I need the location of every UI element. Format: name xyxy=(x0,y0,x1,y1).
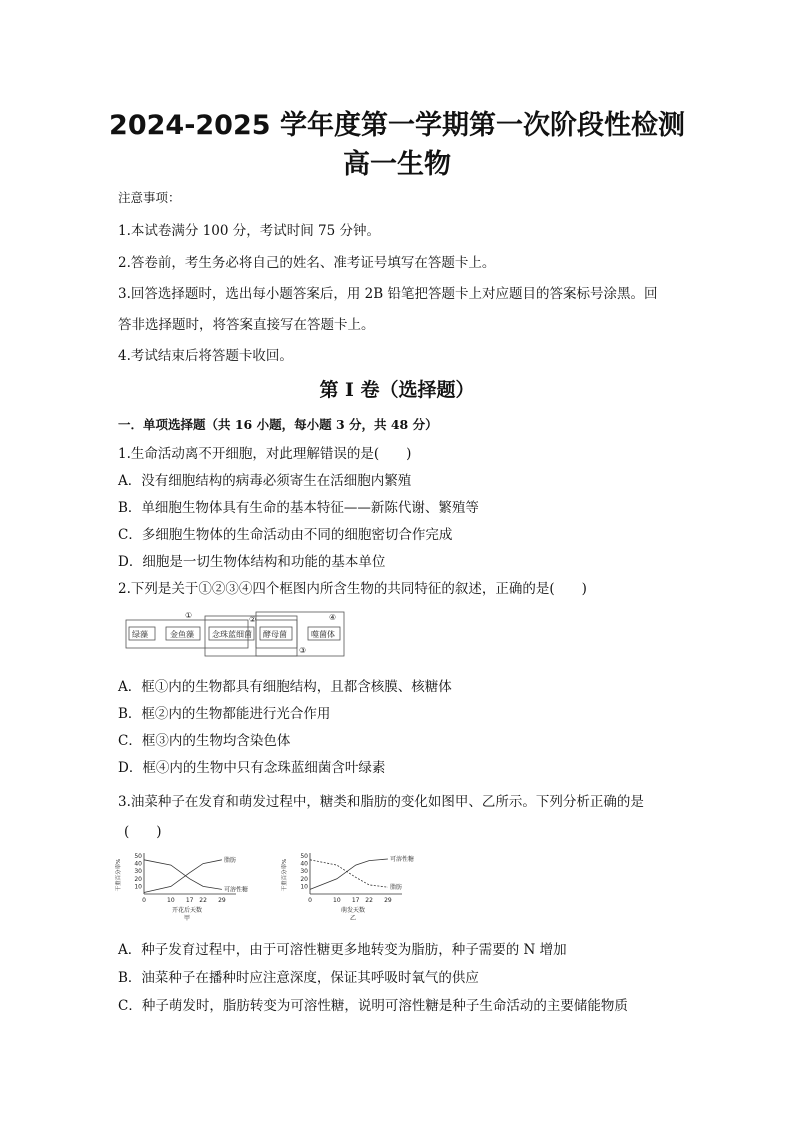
y-tick-label: 10 xyxy=(300,883,308,891)
x-tick-label: 10 xyxy=(333,897,341,904)
question-3-option-b: B．油菜种子在播种时应注意深度，保证其呼吸时氧气的供应 xyxy=(118,970,479,986)
y-tick-label: 50 xyxy=(300,853,308,860)
question-2-option-d: D．框④内的生物中只有念珠蓝细菌含叶绿素 xyxy=(118,760,386,776)
question-3-stem-continued: ( ) xyxy=(124,824,162,840)
notice-item: 3.回答选择题时，选出每小题答案后，用 2B 铅笔把答题卡上对应题目的答案标号涂黑。回 xyxy=(118,286,658,302)
y-tick-label: 40 xyxy=(300,860,308,868)
x-axis-label: 开花后天数 xyxy=(171,907,203,914)
notice-item: 4.考试结束后将答题卡收回。 xyxy=(118,348,293,364)
series-line xyxy=(310,860,388,887)
x-tick-label: 17 xyxy=(351,897,360,904)
y-tick-label: 40 xyxy=(134,860,142,868)
question-2-option-a: A．框①内的生物都具有细胞结构，且都含核膜、核糖体 xyxy=(118,679,452,695)
series-label: 可溶性糖 xyxy=(389,856,414,864)
question-2-option-b: B．框②内的生物都能进行光合作用 xyxy=(118,706,331,722)
x-tick-label: 29 xyxy=(218,897,226,904)
box-label-1: ① xyxy=(185,611,193,620)
series-label: 可溶性糖 xyxy=(223,886,248,894)
question-1-option-d: D．细胞是一切生物体结构和功能的基本单位 xyxy=(118,554,386,570)
part-heading: 一．单项选择题（共 16 小题，每小题 3 分，共 48 分） xyxy=(118,417,438,432)
notice-item: 答非选择题时，将答案直接写在答题卡上。 xyxy=(118,317,375,333)
notice-item: 2.答卷前，考生务必将自己的姓名、准考证号填写在答题卡上。 xyxy=(118,255,496,271)
question-2-option-c: C．框③内的生物均含染色体 xyxy=(118,733,291,749)
x-tick-label: 10 xyxy=(167,897,175,904)
organism-label: 酵母菌 xyxy=(263,630,287,639)
y-axis-label: 干重百分率% xyxy=(282,858,288,892)
y-tick-label: 20 xyxy=(134,875,142,883)
question-2-stem: 2.下列是关于①②③④四个框图内所含生物的共同特征的叙述，正确的是( ) xyxy=(118,581,587,597)
box-label-2: ② xyxy=(249,615,257,624)
x-tick-label: 22 xyxy=(365,897,373,904)
x-tick-label: 17 xyxy=(185,897,194,904)
series-line xyxy=(310,859,388,889)
x-tick-label: 0 xyxy=(308,897,312,904)
exam-title: 2024-2025 学年度第一学期第一次阶段性检测 xyxy=(109,110,685,141)
question-1-stem: 1.生命活动离不开细胞，对此理解错误的是( ) xyxy=(118,446,412,462)
question-1-option-b: B．单细胞生物体具有生命的基本特征——新陈代谢、繁殖等 xyxy=(118,500,479,516)
question-2-box-diagram xyxy=(125,608,350,660)
chart-jia xyxy=(112,850,262,925)
x-tick-label: 29 xyxy=(384,897,392,904)
question-3-option-c: C．种子萌发时，脂肪转变为可溶性糖，说明可溶性糖是种子生命活动的主要储能物质 xyxy=(118,998,628,1014)
question-3-option-a: A．种子发育过程中，由于可溶性糖更多地转变为脂肪，种子需要的 N 增加 xyxy=(118,942,567,958)
question-1-option-c: C．多细胞生物体的生命活动由不同的细胞密切合作完成 xyxy=(118,527,453,543)
question-3-stem: 3.油菜种子在发育和萌发过程中，糖类和脂肪的变化如图甲、乙所示。下列分析正确的是 xyxy=(118,794,644,810)
box-label-4: ④ xyxy=(329,613,337,622)
y-tick-label: 30 xyxy=(134,868,142,876)
x-axis-label: 萌发天数 xyxy=(340,907,366,914)
y-tick-label: 20 xyxy=(300,875,308,883)
y-tick-label: 10 xyxy=(134,883,142,891)
organism-label: 绿藻 xyxy=(132,630,148,639)
box-label-3: ③ xyxy=(299,646,307,655)
series-line xyxy=(144,860,222,890)
y-tick-label: 30 xyxy=(300,868,308,876)
notice-heading: 注意事项： xyxy=(118,190,181,205)
chart-caption: 甲 xyxy=(183,915,191,922)
organism-label: 念珠蓝细菌 xyxy=(212,630,252,639)
organism-label: 金鱼藻 xyxy=(170,630,194,639)
chart-caption: 乙 xyxy=(349,915,357,922)
x-tick-label: 22 xyxy=(199,897,207,904)
notice-item: 1.本试卷满分 100 分，考试时间 75 分钟。 xyxy=(118,223,380,239)
series-label: 脂肪 xyxy=(223,856,236,864)
question-1-option-a: A．没有细胞结构的病毒必须寄生在活细胞内繁殖 xyxy=(118,473,412,489)
y-tick-label: 50 xyxy=(134,853,142,860)
exam-subject: 高一生物 xyxy=(343,149,451,180)
y-axis-label: 干重百分率% xyxy=(116,858,122,892)
section-title: 第 I 卷（选择题） xyxy=(319,379,475,401)
organism-label: 噬菌体 xyxy=(311,630,335,639)
chart-yi xyxy=(278,850,428,925)
x-tick-label: 0 xyxy=(142,897,146,904)
series-label: 脂肪 xyxy=(389,884,402,892)
